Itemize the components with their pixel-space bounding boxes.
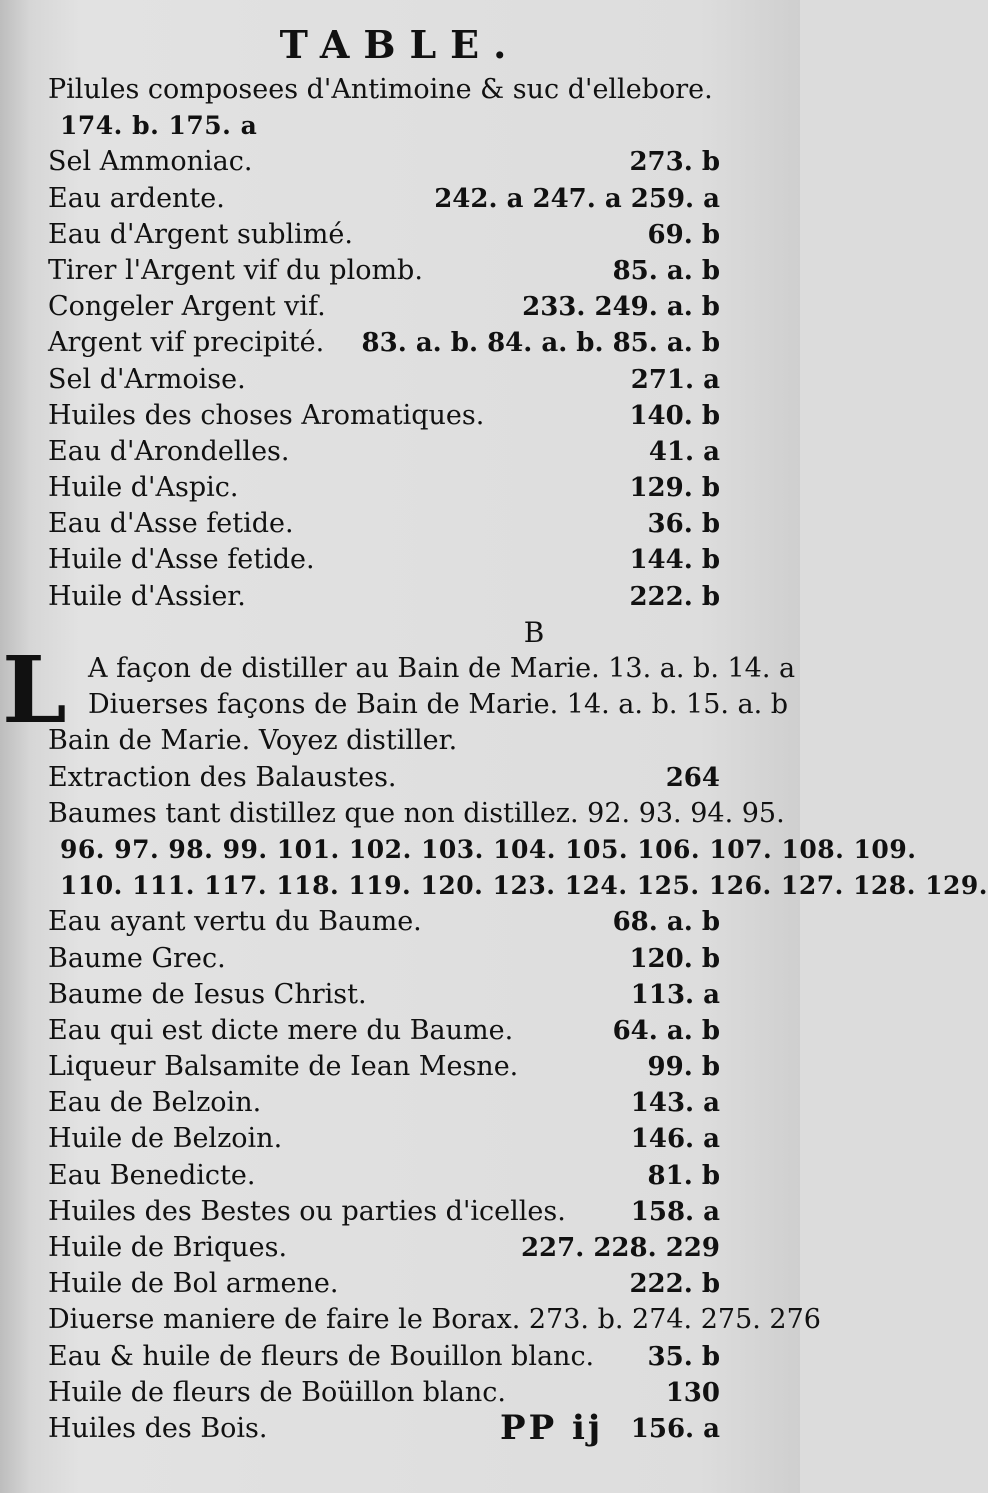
- index-entry: [48, 289, 720, 325]
- entry-page-reference: 41. a: [648, 436, 720, 467]
- index-entry: [48, 832, 917, 868]
- index-entry: [48, 1339, 720, 1375]
- index-entry: [48, 470, 720, 506]
- signature-mark: PP ij: [500, 1408, 604, 1448]
- entry-page-reference: 99. b: [647, 1052, 720, 1083]
- entry-label: Congeler Argent vif.: [48, 291, 326, 323]
- index-entry: [48, 977, 720, 1013]
- entry-label: Huile d'Aspic.: [48, 472, 239, 504]
- entry-page-reference: 233. 249. a. b: [522, 292, 720, 323]
- entry-page-reference: 35. b: [647, 1341, 720, 1372]
- index-entry: [48, 506, 720, 542]
- entry-label: Eau d'Asse fetide.: [48, 508, 294, 540]
- index-entry: [48, 1085, 720, 1121]
- entry-page-reference: 120. b: [629, 943, 720, 974]
- entry-page-reference: 158. a: [630, 1196, 720, 1227]
- index-entry: [48, 868, 988, 904]
- entry-label: Huiles des Bois.: [48, 1412, 268, 1444]
- index-entry: [48, 1230, 720, 1266]
- entry-label: Eau Benedicte.: [48, 1159, 256, 1191]
- index-entry: [48, 1302, 821, 1338]
- index-entry: [48, 760, 720, 796]
- index-entry: [48, 434, 720, 470]
- page-title: TABLE.: [279, 22, 521, 67]
- index-entry: [48, 181, 720, 217]
- entry-page-reference: 36. b: [647, 509, 720, 540]
- entry-page-reference: 64. a. b: [612, 1015, 720, 1046]
- index-entry: [48, 904, 720, 940]
- entry-label: Sel Ammoniac.: [48, 146, 253, 178]
- entry-label: Huiles des choses Aromatiques.: [48, 399, 485, 431]
- index-entry: [48, 542, 720, 578]
- entry-label: 174. b. 175. a: [60, 111, 258, 141]
- entry-label: Eau d'Arondelles.: [48, 435, 290, 467]
- entry-label: Tirer l'Argent vif du plomb.: [48, 254, 423, 286]
- entry-page-reference: 143. a: [630, 1088, 720, 1119]
- index-entry: [48, 1375, 720, 1411]
- index-entry: [48, 253, 720, 289]
- entry-page-reference: 113. a: [630, 979, 720, 1010]
- entry-label: Baumes tant distillez que non distillez. 92. 93. 94. 95.: [48, 797, 785, 829]
- index-entry: [48, 723, 720, 759]
- entry-page-reference: 146. a: [630, 1124, 720, 1155]
- entry-page-reference: 273. b: [629, 147, 720, 178]
- index-entry: [48, 108, 720, 144]
- entry-label: Extraction des Balaustes.: [48, 761, 397, 793]
- entry-label: Baume de Iesus Christ.: [48, 978, 367, 1010]
- index-entry: [48, 579, 720, 615]
- entry-label: Argent vif precipité.: [48, 327, 325, 359]
- entry-label: B: [523, 615, 545, 649]
- entry-page-reference: 130: [665, 1377, 720, 1408]
- entry-label: Pilules composees d'Antimoine & suc d'ellebore.: [48, 74, 713, 105]
- entry-label: Huile d'Assier.: [48, 580, 246, 612]
- entry-label: Eau ardente.: [48, 182, 225, 214]
- entry-label: Eau & huile de fleurs de Bouillon blanc.: [48, 1340, 595, 1372]
- entry-page-reference: 129. b: [629, 473, 720, 504]
- entry-label: Huile d'Asse fetide.: [48, 544, 315, 576]
- entry-page-reference: 68. a. b: [612, 907, 720, 938]
- entry-label: 96. 97. 98. 99. 101. 102. 103. 104. 105. 106. 107. 108. 109.: [60, 834, 917, 864]
- entry-page-reference: 271. a: [630, 364, 720, 395]
- entry-page-reference: 81. b: [647, 1160, 720, 1191]
- entry-page-reference: 85. a. b: [612, 255, 720, 286]
- index-entry: [48, 362, 720, 398]
- index-entry: [48, 217, 720, 253]
- index-entries: [48, 72, 988, 1447]
- entry-page-reference: 156. a: [630, 1413, 720, 1444]
- entry-label: Huile de fleurs de Boüillon blanc.: [48, 1376, 506, 1408]
- entry-page-reference: 227. 228. 229: [520, 1233, 720, 1263]
- index-entry: [48, 1266, 720, 1302]
- index-entry: [48, 687, 789, 723]
- entry-page-reference: 222. b: [629, 581, 720, 612]
- entry-label: Huile de Bol armene.: [48, 1268, 339, 1300]
- index-entry: [48, 796, 785, 832]
- index-entry: [48, 941, 720, 977]
- entry-label: Diuerse maniere de faire le Borax. 273. b. 274. 275. 276: [48, 1304, 821, 1336]
- entry-page-reference: 144. b: [629, 545, 720, 576]
- index-entry: [48, 1121, 720, 1157]
- entry-label: Huile de Belzoin.: [48, 1123, 283, 1155]
- drop-cap-letter: L: [2, 636, 67, 744]
- entry-label: Eau de Belzoin.: [48, 1087, 262, 1119]
- index-entry: [48, 1013, 720, 1049]
- entry-label: Diuerses façons de Bain de Marie. 14. a. b. 15. a. b: [88, 689, 789, 721]
- index-entry: [48, 651, 796, 687]
- entry-label: Eau ayant vertu du Baume.: [48, 906, 422, 938]
- index-entry: [48, 72, 720, 108]
- index-entry: [48, 398, 720, 434]
- entry-page-reference: 83. a. b. 84. a. b. 85. a. b: [361, 328, 720, 359]
- index-entry: [48, 325, 720, 361]
- entry-page-reference: 222. b: [629, 1269, 720, 1300]
- index-entry: [48, 1194, 720, 1230]
- entry-page-reference: 69. b: [647, 219, 720, 250]
- entry-label: Baume Grec.: [48, 942, 226, 974]
- entry-label: Liqueur Balsamite de Iean Mesne.: [48, 1051, 519, 1083]
- index-entry: [48, 1411, 720, 1447]
- entry-page-reference: 140. b: [629, 400, 720, 431]
- entry-page-reference: 242. a 247. a 259. a: [434, 183, 720, 214]
- entry-label: A façon de distiller au Bain de Marie. 13. a. b. 14. a: [88, 653, 796, 684]
- entry-label: Eau qui est dicte mere du Baume.: [48, 1014, 514, 1046]
- entry-label: 110. 111. 117. 118. 119. 120. 123. 124. 125. 126. 127. 128. 129.: [60, 871, 988, 901]
- section-heading: [48, 615, 720, 651]
- index-entry: [48, 144, 720, 180]
- index-entry: [48, 1158, 720, 1194]
- entry-label: Huiles des Bestes ou parties d'icelles.: [48, 1195, 566, 1227]
- index-entry: [48, 1049, 720, 1085]
- entry-label: Bain de Marie. Voyez distiller.: [48, 725, 458, 757]
- entry-page-reference: 264: [665, 762, 720, 793]
- entry-label: Sel d'Armoise.: [48, 363, 246, 395]
- entry-label: Huile de Briques.: [48, 1232, 288, 1263]
- entry-label: Eau d'Argent sublimé.: [48, 218, 353, 250]
